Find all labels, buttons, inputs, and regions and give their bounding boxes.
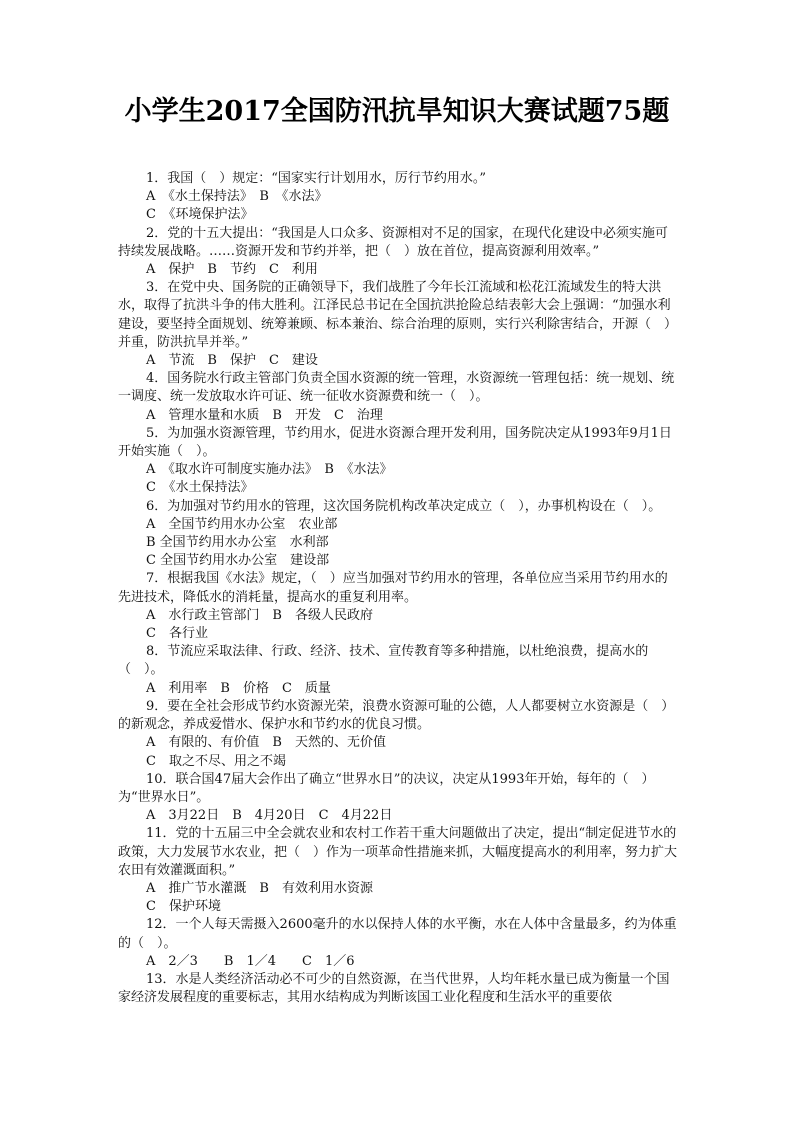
answer-options: B 全国节约用水办公室 水利部 (146, 535, 329, 551)
answer-options: A 管理水量和水质 B 开发 C 治理 (146, 407, 383, 423)
answer-options: A 利用率 B 价格 C 质量 (146, 680, 331, 696)
answer-options: A 2／3 B 1／4 C 1／6 (146, 953, 355, 969)
document-title: 小学生2017全国防汛抗旱知识大赛试题75题 (124, 96, 670, 127)
question-text: 5．为加强水资源管理，节约用水，促进水资源合理开发利用，国务院决定从1993年9月1日开始实施（ ）。 (118, 425, 672, 460)
question-text: 1．我国（ ）规定：“国家实行计划用水，厉行节约用水。” (146, 171, 487, 186)
answer-options: A 保护 B 节约 C 利用 (146, 262, 318, 278)
question-text: 9．要在全社会形成节约水资源光荣，浪费水资源可耻的公德，人人都要树立水资源是（ ）的新观念，养成爱惜水、保护水和节约水的优良习惯。 (118, 698, 675, 733)
answer-options: C 各行业 (146, 626, 208, 642)
answer-options: C 全国节约用水办公室 建设部 (146, 553, 330, 569)
answer-options: A 《水土保持法》 B 《水法》 (146, 189, 328, 205)
answer-options: A 全国节约用水办公室 农业部 (146, 516, 338, 532)
answer-options: A 节流 B 保护 C 建设 (146, 353, 318, 369)
answer-options: A 推广节水灌溉 B 有效利用水资源 (146, 880, 373, 896)
answer-options: C 取之不尽、用之不竭 (146, 753, 286, 769)
question-text: 8．节流应采取法律、行政、经济、技术、宣传教育等多种措施，以杜绝浪费，提高水的（ ）。 (118, 644, 649, 678)
answer-options: C 保护环境 (146, 899, 221, 915)
question-text: 6．为加强对节约用水的管理，这次国务院机构改革决定成立（ ），办事机构设在（ ）。 (146, 498, 662, 514)
question-text: 11．党的十五届三中全会就农业和农村工作若干重大问题做出了决定，提出“制定促进节水的政策，大力发展节水农业，把（ ）作为一项革命性措施来抓，大幅度提高水的利用率，努力扩大农田有效灌溉面积。” (118, 826, 678, 878)
answer-options: A 有限的、有价值 B 天然的、无价值 (146, 735, 386, 751)
question-text: 12．一个人每天需摄入2600毫升的水以保持人体的水平衡，水在人体中含量最多，约为体重的（ ）。 (118, 917, 677, 951)
answer-options: A 3月22日 B 4月20日 C 4月22日 (146, 808, 393, 824)
question-text: 3．在党中央、国务院的正确领导下，我们战胜了今年长江流域和松花江流域发生的特大洪水，取得了抗洪斗争的伟大胜利。江泽民总书记在全国抗洪抢险总结表彰大会上强调：“加强水利建设，要坚持全面规划、统筹兼顾、标本兼治、综合治理的原则，实行兴利除害结合，开源（ ）并重，防洪抗旱并举。” (118, 280, 678, 350)
question-text: 10．联合国47届大会作出了确立“世界水日”的决议，决定从1993年开始，每年的（ ）为“世界水日”。 (118, 771, 655, 805)
question-text: 13．水是人类经济活动必不可少的自然资源，在当代世界，人均年耗水量已成为衡量一个国家经济发展程度的重要标志，其用水结构成为判断该国工业化程度和生活水平的重要依 (118, 971, 670, 1006)
question-text: 2．党的十五大提出：“我国是人口众多、资源相对不足的国家，在现代化建设中必须实施可持续发展战略。……资源开发和节约并举，把（ ）放在首位，提高资源利用效率。” (118, 225, 668, 259)
document-body (118, 170, 678, 1007)
answer-options: A 水行政主管部门 B 各级人民政府 (146, 607, 373, 623)
answer-options: A 《取水许可制度实施办法》 B 《水法》 (146, 462, 393, 478)
question-text: 4．国务院水行政主管部门负责全国水资源的统一管理，水资源统一管理包括：统一规划、统一调度、统一发放取水许可证、统一征收水资源费和统一（ ）。 (118, 371, 675, 405)
question-text: 7．根据我国《水法》规定，（ ）应当加强对节约用水的管理，各单位应当采用节约用水的先进技术，降低水的消耗量，提高水的重复利用率。 (118, 571, 668, 605)
answer-options: C 《环境保护法》 (146, 207, 254, 223)
answer-options: C 《水土保持法》 (146, 480, 254, 496)
